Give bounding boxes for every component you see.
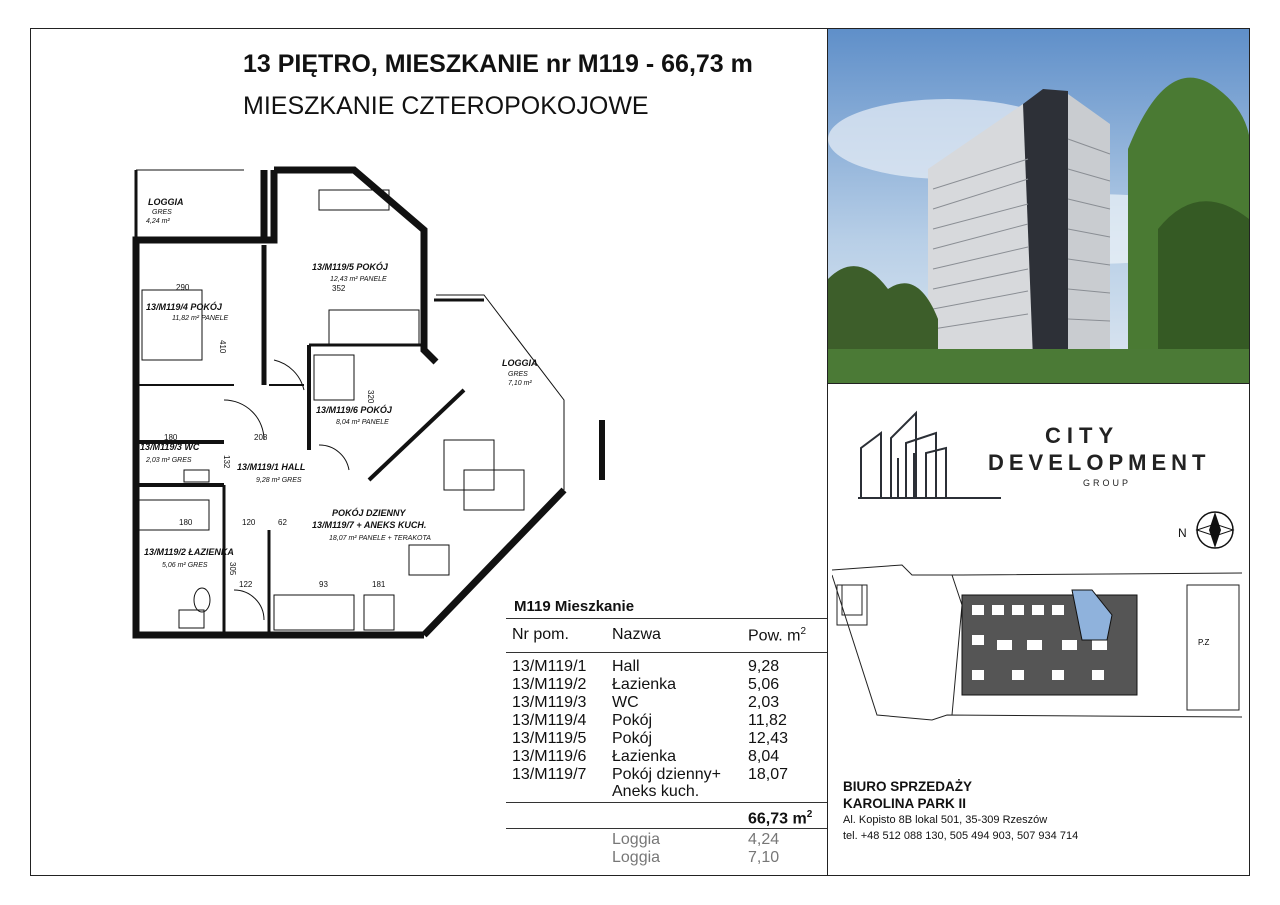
table-row: 13/M119/7 Pokój dzienny+ 18,07 [512,766,789,783]
table-rule [506,618,827,619]
floor-plan [124,150,624,640]
svg-text:LOGGIA: LOGGIA [502,358,538,368]
brand-line2: DEVELOPMENT [988,450,1211,475]
table-row: 13/M119/1 Hall 9,28 [512,658,780,675]
svg-text:132: 132 [222,455,231,469]
svg-text:POKÓJ DZIENNY: POKÓJ DZIENNY [332,508,406,518]
brand-line3: GROUP [1083,478,1132,488]
divider-photo [827,383,1250,384]
svg-text:11,82 m² PANELE: 11,82 m² PANELE [172,315,229,322]
sales-office [843,778,1078,844]
table-title: M119 Mieszkanie [514,598,635,615]
svg-text:13/M119/5 POKÓJ: 13/M119/5 POKÓJ [312,262,388,272]
office-title1: BIURO SPRZEDAŻY [843,779,973,794]
office-title2: KAROLINA PARK II [843,796,966,811]
svg-text:290: 290 [176,283,190,292]
svg-text:180: 180 [164,433,178,442]
table-header-row: Nr pom. Nazwa Pow. $m^2$ [512,626,807,645]
svg-text:GRES: GRES [508,371,528,378]
loggia1-floor: GRES [152,209,172,216]
svg-text:9,28 m² GRES: 9,28 m² GRES [256,477,302,484]
svg-text:305: 305 [228,562,237,576]
svg-text:13/M119/6 POKÓJ: 13/M119/6 POKÓJ [316,405,392,415]
building-photo [828,29,1249,383]
svg-text:LOGGIA: LOGGIA [148,197,184,207]
table-rule [506,828,827,829]
site-map [832,545,1244,723]
table-row: 13/M119/6 Łazienka 8,04 [512,748,780,765]
table-row: 13/M119/4 Pokój 11,82 [512,712,787,729]
svg-text:13/M119/4 POKÓJ: 13/M119/4 POKÓJ [146,302,222,312]
table-rule [506,802,827,803]
table-row: 13/M119/5 Pokój 12,43 [512,730,789,747]
svg-text:13/M119/2 ŁAZIENKA: 13/M119/2 ŁAZIENKA [144,547,234,557]
svg-text:122: 122 [239,580,253,589]
svg-text:181: 181 [372,580,386,589]
svg-text:320: 320 [366,390,375,404]
svg-text:93: 93 [319,580,328,589]
svg-text:12,43 m² PANELE: 12,43 m² PANELE [330,276,387,283]
table-row-cont: Aneks kuch. [612,783,700,800]
svg-text:208: 208 [254,433,268,442]
svg-text:352: 352 [332,284,346,293]
svg-text:120: 120 [242,518,256,527]
table-rule [506,652,827,653]
table-extra-row: Loggia 7,10 [612,849,780,866]
svg-text:410: 410 [218,340,227,354]
page-title: 13 PIĘTRO, MIESZKANIE nr M119 - 66,73 m [243,50,753,78]
parking-label: P.Z [1198,638,1210,647]
svg-text:62: 62 [278,518,287,527]
svg-text:180: 180 [179,518,193,527]
svg-text:5,06 m² GRES: 5,06 m² GRES [162,562,208,569]
svg-text:18,07 m² PANELE + TERAKOTA: 18,07 m² PANELE + TERAKOTA [329,535,431,542]
svg-text:13/M119/7 + ANEKS KUCH.: 13/M119/7 + ANEKS KUCH. [312,520,427,530]
table-row: 13/M119/3 WC 2,03 [512,694,780,711]
office-phone: tel. +48 512 088 130, 505 494 903, 507 934 714 [843,830,1079,842]
svg-text:7,10 m²: 7,10 m² [508,380,532,387]
brand-line1: CITY [1045,423,1120,448]
page-subtitle: MIESZKANIE CZTEROPOKOJOWE [243,92,649,120]
table-row: 13/M119/2 Łazienka 5,06 [512,676,780,693]
table-total-row: 66,73 $m^2$ [748,809,813,828]
table-extra-row: Loggia 4,24 [612,831,780,848]
svg-text:13/M119/1 HALL: 13/M119/1 HALL [237,462,306,472]
svg-text:13/M119/3 WC: 13/M119/3 WC [140,442,200,452]
svg-text:2,03 m² GRES: 2,03 m² GRES [146,457,192,464]
svg-text:8,04 m² PANELE: 8,04 m² PANELE [336,419,389,426]
loggia1-area: 4,24 m² [146,218,170,225]
office-address: Al. Kopisto 8B lokal 501, 35-309 Rzeszów [843,814,1048,826]
north-label: N [1178,526,1187,540]
